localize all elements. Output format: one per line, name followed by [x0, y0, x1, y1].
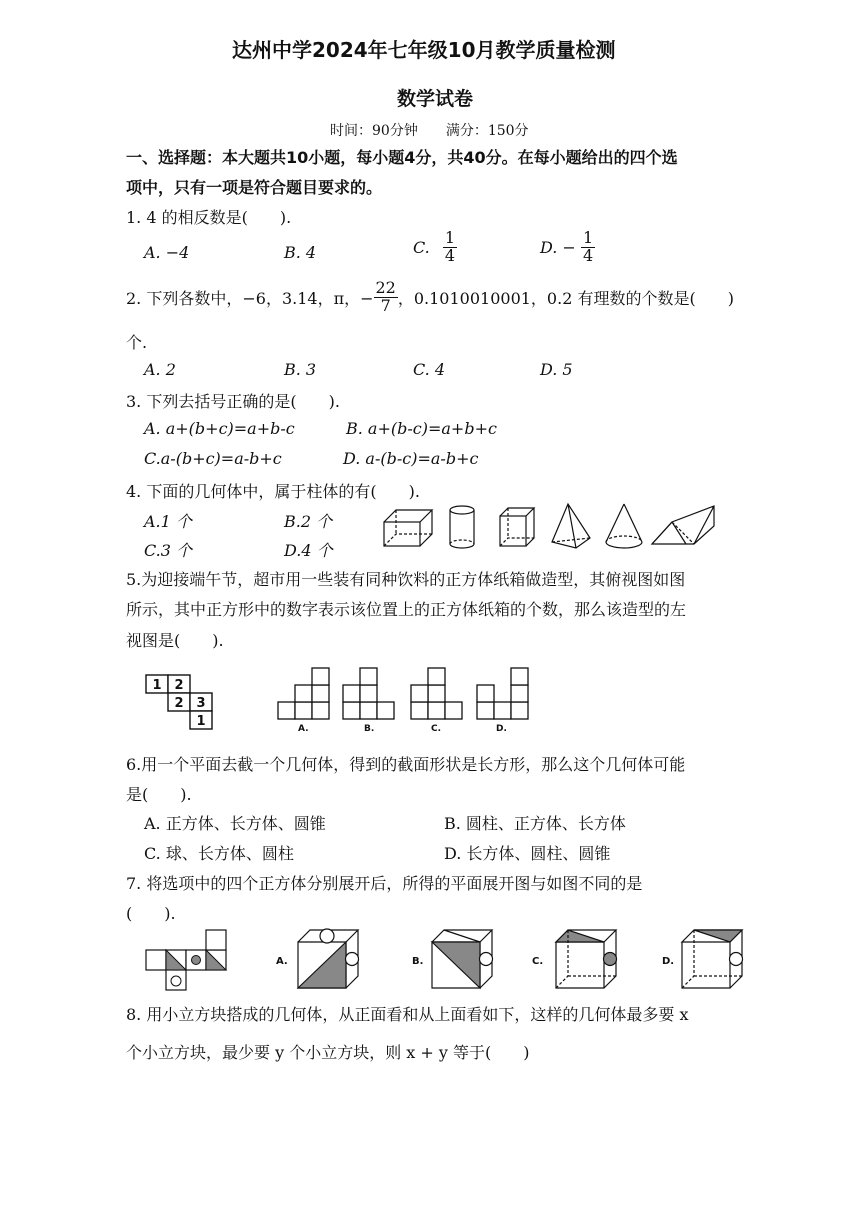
cube-option-c: [556, 930, 617, 988]
question-6-option-d: D. 长方体、圆柱、圆锥: [444, 844, 611, 863]
question-3-stem: 3. 下列去括号正确的是( ).: [126, 392, 340, 411]
option-label: B.: [364, 724, 375, 734]
fraction-denominator: 4: [444, 245, 456, 265]
question-1-option-a: A. −4: [144, 243, 190, 262]
question-4-option-d: D.4 个: [284, 541, 333, 560]
cone-icon: [606, 504, 642, 548]
question-8-line2: 个小立方块，最少要 y 个小立方块，则 x + y 等于( ): [126, 1043, 530, 1062]
question-3-option-b: B. a+(b-c)=a+b+c: [346, 419, 497, 438]
fraction-denominator: 4: [582, 245, 594, 265]
question-4-option-c: C.3 个: [144, 541, 193, 560]
option-label: A.: [298, 724, 309, 734]
option-label: B.: [412, 956, 424, 967]
question-6-line1: 6.用一个平面去截一个几何体，得到的截面形状是长方形，那么这个几何体可能: [126, 755, 686, 774]
question-5-line1: 5.为迎接端午节，超市用一些装有同种饮料的正方体纸箱做造型，其俯视图如图: [126, 570, 686, 589]
question-2-stem-part1: 2. 下列各数中，−6，3.14，π，−: [126, 288, 374, 308]
cuboid-icon: [384, 510, 432, 546]
question-5-options-figure: [276, 668, 536, 738]
question-2-option-b: B. 3: [284, 360, 317, 379]
question-4-solids-figure: [380, 500, 720, 556]
pyramid-icon: [552, 504, 590, 548]
question-7-line1: 7. 将选项中的四个正方体分别展开后，所得的平面展开图与如图不同的是: [126, 874, 643, 893]
option-c-fraction: [443, 230, 457, 265]
grid-number: 1: [196, 714, 206, 729]
fraction-denominator: 7: [380, 295, 391, 315]
question-4-stem: 4. 下面的几何体中，属于柱体的有( ).: [126, 482, 420, 501]
fraction-numerator: 1: [444, 228, 456, 247]
question-2-option-d: D. 5: [540, 360, 573, 379]
exam-time-info: 时间：90分钟 满分：150分: [330, 123, 529, 139]
question-7-line2: ( ).: [126, 904, 176, 923]
question-2-option-a: A. 2: [144, 360, 176, 379]
question-6-option-b: B. 圆柱、正方体、长方体: [444, 814, 626, 833]
question-8-line1: 8. 用小立方块搭成的几何体，从正面看和从上面看如下，这样的几何体最多要 x: [126, 1005, 689, 1024]
question-6-option-a: A. 正方体、长方体、圆锥: [144, 814, 326, 833]
fraction-numerator: 1: [582, 228, 594, 247]
question-2-option-c: C. 4: [413, 360, 446, 379]
question-1-option-c: [413, 230, 457, 265]
cube-option-d: [682, 930, 743, 988]
cube-icon: [500, 508, 534, 546]
fraction-numerator: 22: [375, 278, 396, 297]
cube-option-a: [298, 929, 359, 988]
question-1-stem: 1. 4 的相反数是( ).: [126, 208, 292, 227]
question-2-fraction: [374, 280, 398, 315]
cylinder-icon: [450, 506, 474, 548]
triangular-prism-icon: [652, 506, 714, 544]
question-7-net-figure: [146, 928, 230, 990]
exam-title: 达州中学2024年七年级10月教学质量检测: [232, 38, 616, 62]
question-2-stem-end: 个.: [126, 333, 148, 352]
question-3-option-d: D. a-(b-c)=a-b+c: [343, 449, 479, 468]
exam-subject: 数学试卷: [397, 88, 474, 110]
grid-number: 2: [174, 696, 184, 711]
question-4-option-b: B.2 个: [284, 512, 333, 531]
section-heading-line1: 一、选择题：本大题共10小题，每小题4分，共40分。在每小题给出的四个选: [126, 148, 678, 167]
question-1-option-d: [540, 230, 595, 265]
question-6-line2: 是( ).: [126, 785, 192, 804]
option-label: C.: [532, 956, 544, 967]
question-5-line2: 所示，其中正方形中的数字表示该位置上的正方体纸箱的个数，那么该造型的左: [126, 600, 687, 619]
question-3-option-a: A. a+(b+c)=a+b-c: [144, 419, 295, 438]
question-5-line3: 视图是( ).: [126, 631, 224, 650]
option-label: C.: [431, 724, 442, 734]
question-4-option-a: A.1 个: [144, 512, 192, 531]
question-2-stem-part2: ，0.1010010001，0.2 有理数的个数是( ): [397, 288, 734, 308]
option-d-label: D. −: [540, 237, 576, 257]
question-6-option-c: C. 球、长方体、圆柱: [144, 844, 294, 863]
grid-number: 1: [152, 678, 162, 693]
question-3-option-c: C.a-(b+c)=a-b+c: [144, 449, 282, 468]
grid-number: 2: [174, 678, 184, 693]
grid-number: 3: [196, 696, 206, 711]
question-7-options-figure: [270, 928, 750, 990]
question-1-option-b: B. 4: [284, 243, 317, 262]
question-5-top-view-grid: [146, 675, 218, 735]
question-2-stem: [126, 280, 734, 315]
section-heading-line2: 项中，只有一项是符合题目要求的。: [126, 178, 383, 197]
option-label: D.: [662, 956, 675, 967]
option-d-fraction: [581, 230, 595, 265]
option-label: D.: [496, 724, 507, 734]
option-c-label: C.: [413, 237, 430, 257]
option-label: A.: [276, 956, 288, 967]
cube-option-b: [432, 930, 493, 988]
